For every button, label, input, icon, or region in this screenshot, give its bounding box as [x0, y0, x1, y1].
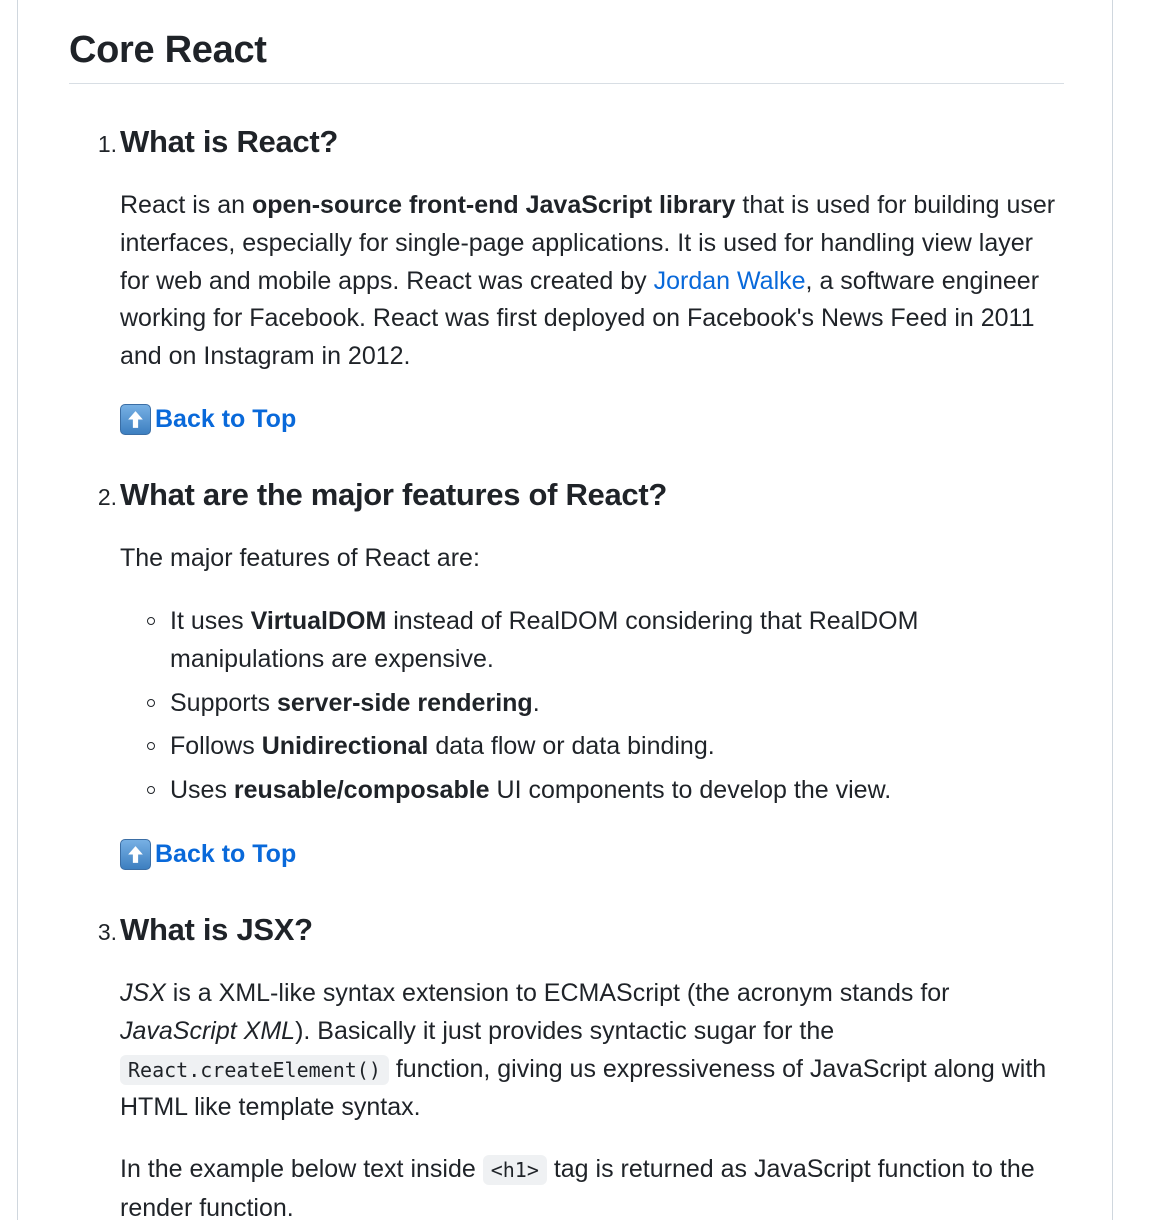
jordan-walke-link[interactable]: Jordan Walke: [653, 266, 806, 295]
jsx-example-intro: In the example below text inside <h1> tag is returned as JavaScript function to the render function.: [120, 1155, 1035, 1222]
heading-divider: [69, 83, 1064, 84]
list-item: Uses reusable/composable UI components to develop the view.: [147, 772, 1047, 810]
bold-text: open-source front-end JavaScript library: [252, 191, 736, 219]
inline-code: <h1>: [483, 1155, 547, 1185]
list-item: Supports server-side rendering.: [147, 685, 1047, 723]
question-title-2: What are the major features of React?: [120, 477, 668, 512]
back-to-top-label: Back to Top: [155, 840, 297, 868]
jsx-definition: JSX is a XML-like syntax extension to ECMAScript (the acronym stands for JavaScript XML). Basically it just provides syntactic sugar for the React.createElement() function, giving us expressiveness of JavaScript along with HTML like template syntax.: [120, 979, 1047, 1122]
bullet-icon: [147, 742, 155, 750]
question-title-1: What is React?: [120, 124, 339, 159]
page-title: Core React: [69, 29, 267, 71]
list-item: It uses VirtualDOM instead of RealDOM considering that RealDOM manipulations are expensive.: [147, 603, 1047, 679]
back-to-top-label: Back to Top: [155, 405, 297, 433]
question-number-2: 2.: [97, 484, 117, 510]
back-to-top-link-2[interactable]: [120, 838, 296, 870]
bullet-icon: [147, 699, 155, 707]
up-arrow-icon: [120, 404, 151, 435]
question-number-1: 1.: [97, 131, 117, 157]
question-number-3: 3.: [97, 919, 117, 945]
back-to-top-link-1[interactable]: [120, 403, 296, 435]
up-arrow-icon: [120, 839, 151, 870]
features-intro: The major features of React are:: [120, 544, 480, 572]
question-title-3: What is JSX?: [120, 912, 313, 947]
bullet-icon: [147, 617, 155, 625]
list-item: Follows Unidirectional data flow or data binding.: [147, 728, 1047, 766]
question-1-answer: React is an open-source front-end JavaScript library that is used for building user interfaces, especially for single-page applications. It is used for handling view layer for web and mobile apps. React was created by Jordan Walke, a software engineer working for Facebook. React was first deployed on Facebook's News Feed in 2011 and on Instagram in 2012.: [120, 191, 1056, 371]
features-list: [147, 603, 1047, 816]
inline-code: React.createElement(): [120, 1055, 389, 1085]
bullet-icon: [147, 786, 155, 794]
